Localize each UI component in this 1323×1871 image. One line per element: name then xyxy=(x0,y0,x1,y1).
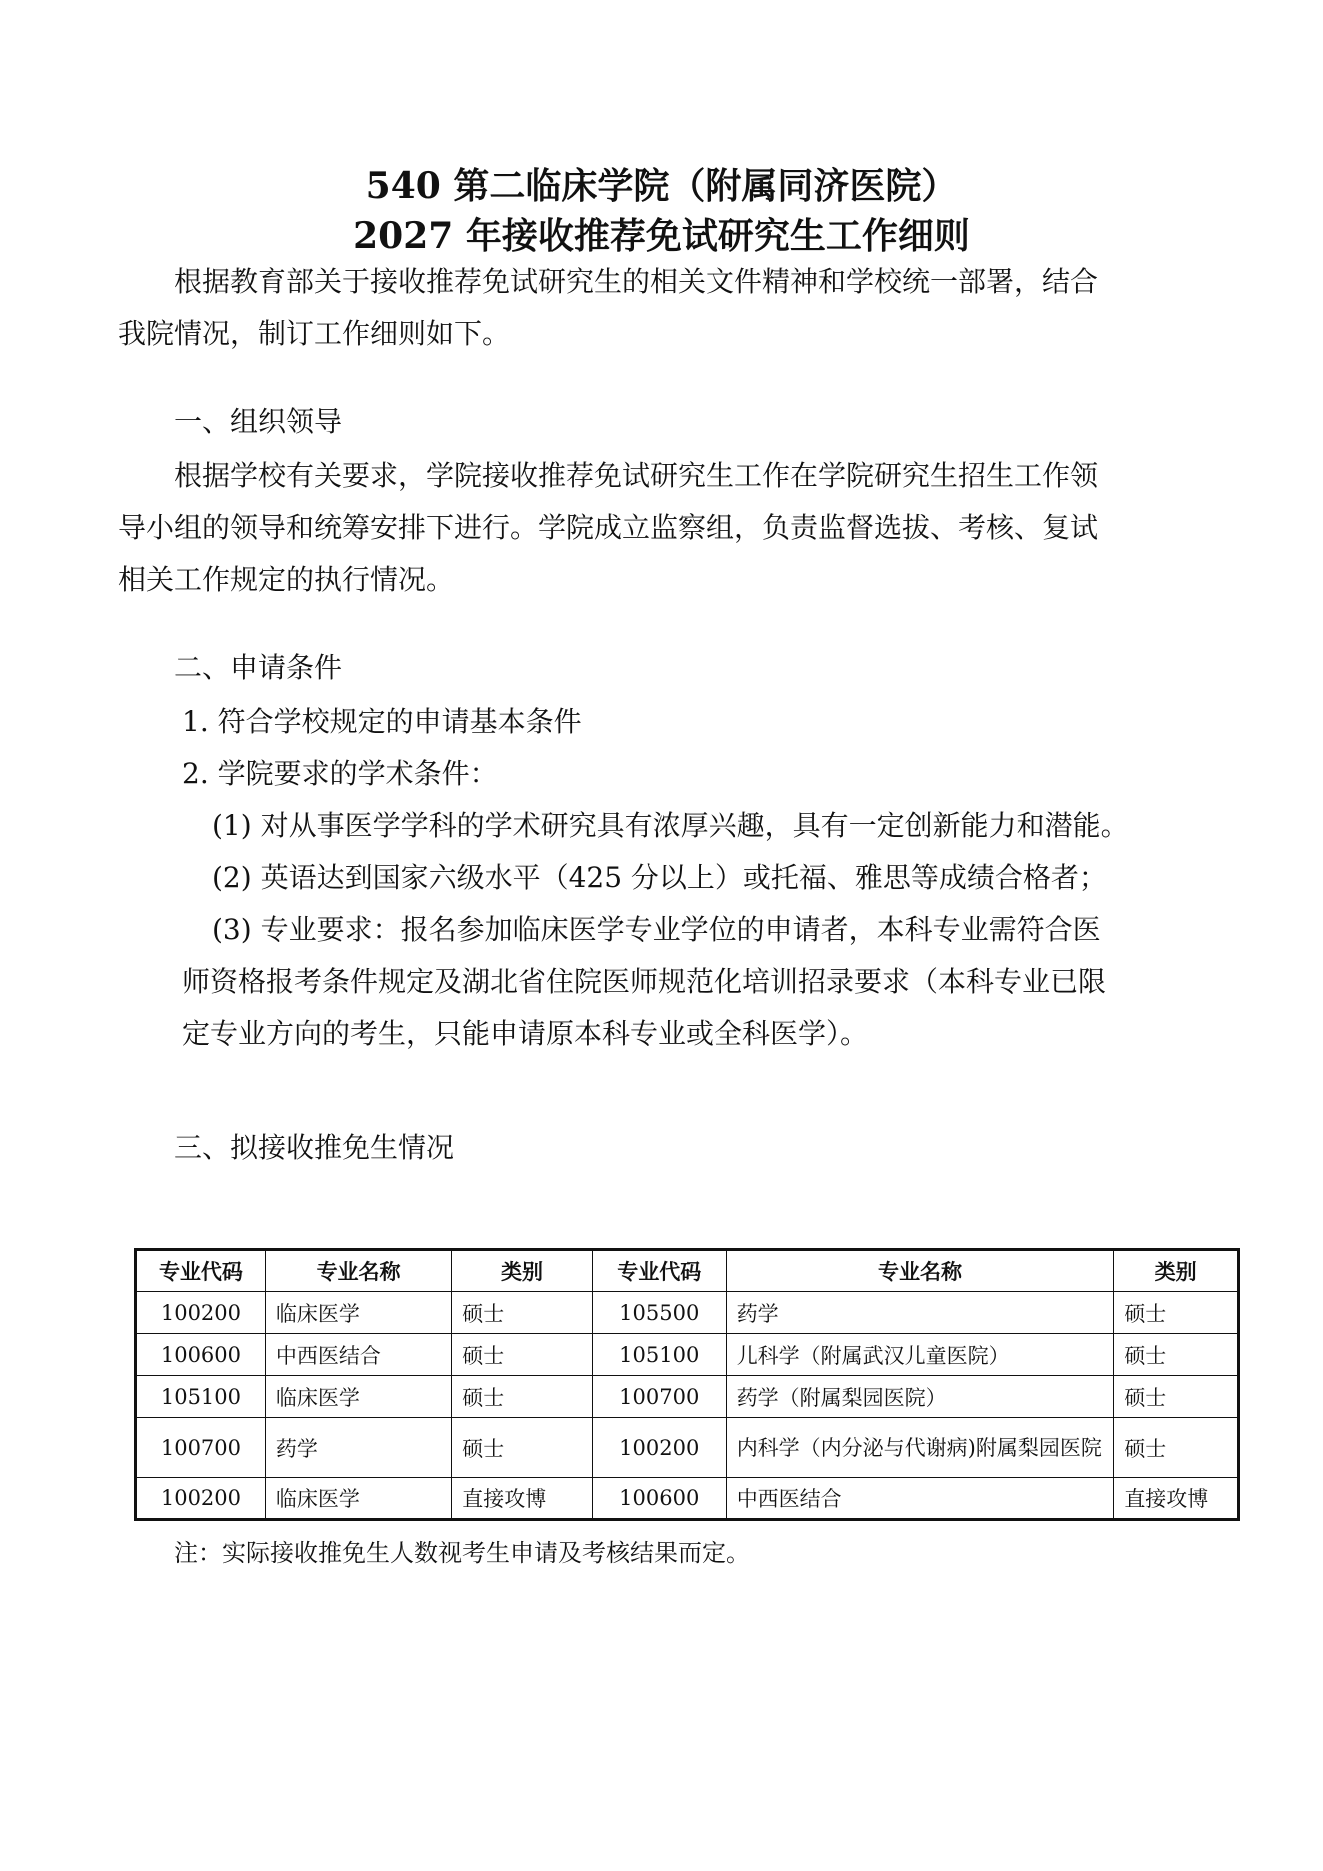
cell-major-code: 105100 xyxy=(136,1376,266,1418)
section2-item2: 2. 学院要求的学术条件： xyxy=(182,757,498,790)
cell-major-name: 药学（附属梨园医院） xyxy=(726,1376,1114,1418)
header-major-name: 专业名称 xyxy=(726,1250,1114,1292)
cell-major-name: 内科学（内分泌与代谢病)附属梨园医院 xyxy=(726,1418,1114,1478)
cell-major-name: 临床医学 xyxy=(265,1292,451,1334)
table-row xyxy=(136,1478,1239,1520)
table-row xyxy=(136,1334,1239,1376)
section2-sub2: (2) 英语达到国家六级水平（425 分以上）或托福、雅思等成绩合格者； xyxy=(212,861,1107,894)
cell-category: 硕士 xyxy=(452,1376,593,1418)
cell-category: 硕士 xyxy=(1114,1334,1239,1376)
section2-item1: 1. 符合学校规定的申请基本条件 xyxy=(182,705,582,738)
header-major-name: 专业名称 xyxy=(265,1250,451,1292)
table-header-row xyxy=(136,1250,1239,1292)
section1-heading: 一、组织领导 xyxy=(174,405,343,438)
cell-major-code: 100700 xyxy=(136,1418,266,1478)
cell-major-code: 100200 xyxy=(136,1292,266,1334)
cell-major-code: 105500 xyxy=(592,1292,726,1334)
intro-text-line2: 我院情况，制订工作细则如下。 xyxy=(118,317,511,350)
cell-major-name: 临床医学 xyxy=(265,1478,451,1520)
cell-major-code: 100200 xyxy=(136,1478,266,1520)
table-row xyxy=(136,1376,1239,1418)
cell-major-code: 100600 xyxy=(136,1334,266,1376)
cell-major-name: 中西医结合 xyxy=(726,1478,1114,1520)
cell-major-code: 100700 xyxy=(592,1376,726,1418)
cell-category: 硕士 xyxy=(1114,1418,1239,1478)
cell-category: 硕士 xyxy=(1114,1292,1239,1334)
section1-text-line3: 相关工作规定的执行情况。 xyxy=(118,563,455,596)
cell-category: 硕士 xyxy=(452,1292,593,1334)
cell-major-code: 105100 xyxy=(592,1334,726,1376)
cell-major-name: 中西医结合 xyxy=(265,1334,451,1376)
section2-sub3-line1: (3) 专业要求：报名参加临床医学专业学位的申请者，本科专业需符合医 xyxy=(212,913,1101,946)
section2-sub1: (1) 对从事医学学科的学术研究具有浓厚兴趣，具有一定创新能力和潜能。 xyxy=(212,809,1129,842)
section1-text-line2: 导小组的领导和统筹安排下进行。学院成立监察组，负责监督选拔、考核、复试 xyxy=(118,511,1099,544)
header-major-code: 专业代码 xyxy=(136,1250,266,1292)
cell-category: 直接攻博 xyxy=(1114,1478,1239,1520)
cell-major-name: 儿科学（附属武汉儿童医院） xyxy=(726,1334,1114,1376)
cell-category: 硕士 xyxy=(452,1334,593,1376)
section2-heading: 二、申请条件 xyxy=(174,651,343,684)
cell-major-name: 临床医学 xyxy=(265,1376,451,1418)
table-row xyxy=(136,1292,1239,1334)
cell-major-name: 药学 xyxy=(726,1292,1114,1334)
section2-sub3-line3: 定专业方向的考生，只能申请原本科专业或全科医学）。 xyxy=(182,1017,869,1050)
header-category: 类别 xyxy=(452,1250,593,1292)
header-category: 类别 xyxy=(1114,1250,1239,1292)
cell-major-code: 100200 xyxy=(592,1418,726,1478)
cell-category: 硕士 xyxy=(452,1418,593,1478)
document-title-line2: 2027 年接收推荐免试研究生工作细则 xyxy=(353,215,970,257)
cell-category: 硕士 xyxy=(1114,1376,1239,1418)
section3-heading: 三、拟接收推免生情况 xyxy=(174,1131,455,1164)
table-footnote: 注：实际接收推免生人数视考生申请及考核结果而定。 xyxy=(174,1539,750,1567)
intro-text-line1: 根据教育部关于接收推荐免试研究生的相关文件精神和学校统一部署，结合 xyxy=(174,265,1099,298)
table-row xyxy=(136,1418,1239,1478)
cell-major-code: 100600 xyxy=(592,1478,726,1520)
document-title-line1: 540 第二临床学院（附属同济医院） xyxy=(365,165,958,207)
section2-sub3-line2: 师资格报考条件规定及湖北省住院医师规范化培训招录要求（本科专业已限 xyxy=(182,965,1107,998)
cell-major-name: 药学 xyxy=(265,1418,451,1478)
section1-text-line1: 根据学校有关要求，学院接收推荐免试研究生工作在学院研究生招生工作领 xyxy=(174,459,1099,492)
header-major-code: 专业代码 xyxy=(592,1250,726,1292)
admission-table xyxy=(134,1248,1240,1521)
cell-category: 直接攻博 xyxy=(452,1478,593,1520)
